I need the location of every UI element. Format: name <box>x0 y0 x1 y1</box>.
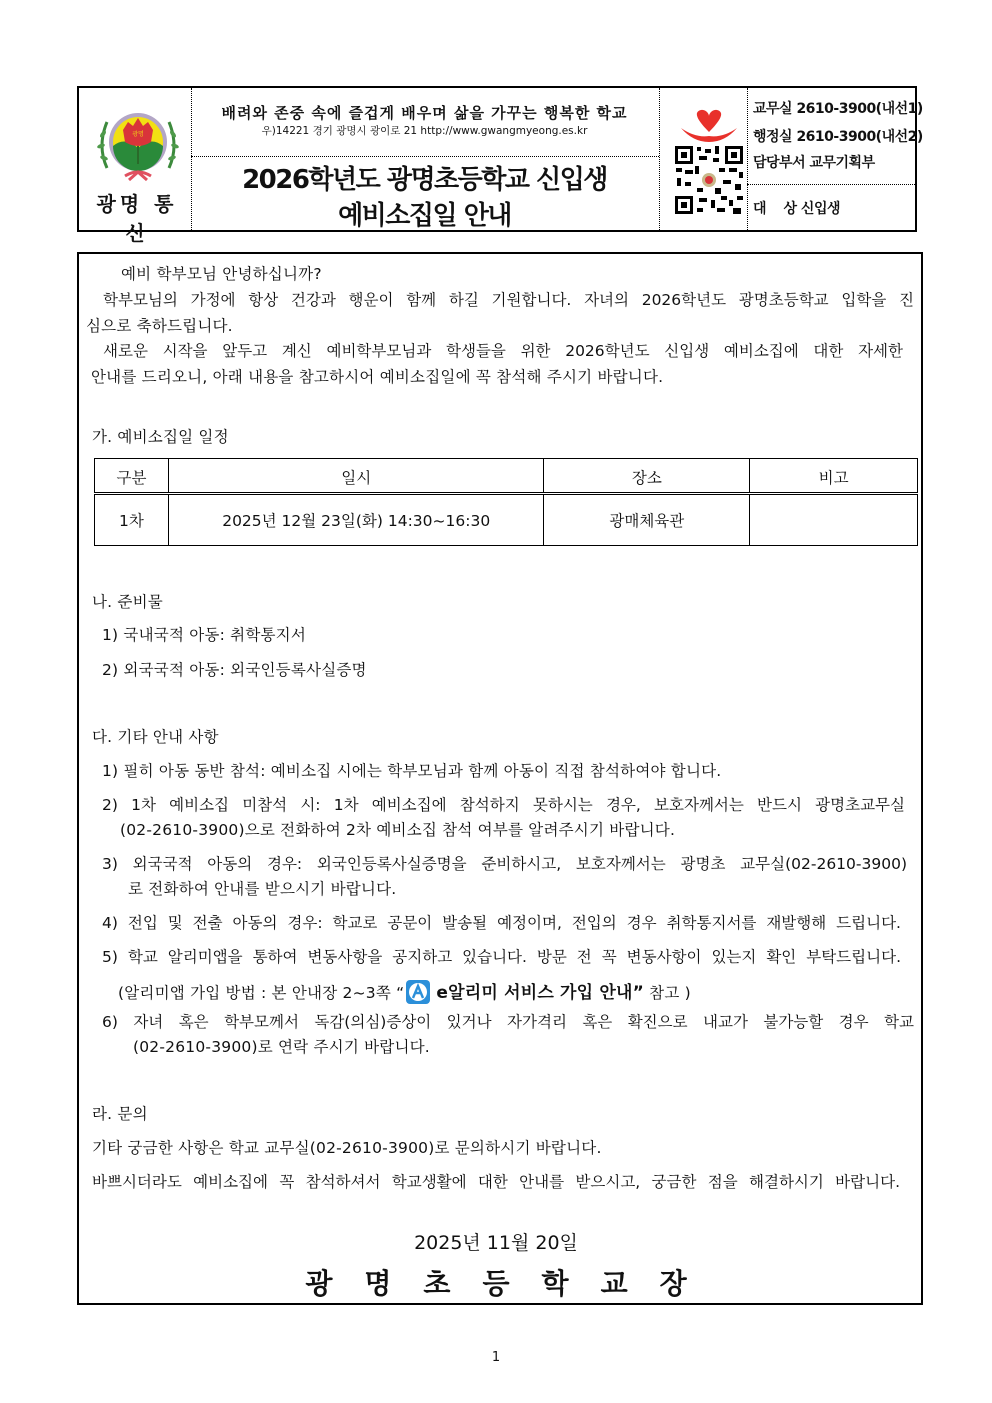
target-audience: 대 상 신입생 <box>753 201 840 217</box>
section-heading-supplies: 나. 준비물 <box>92 593 163 611</box>
table-row <box>95 494 918 546</box>
section-heading-schedule: 가. 예비소집일 일정 <box>92 428 229 446</box>
greeting: 예비 학부모님 안녕하십니까? <box>121 265 322 283</box>
table-cell: 광매체육관 <box>544 494 750 546</box>
office-phone: 교무실 2610-3900(내선1) <box>753 101 923 117</box>
list-item: 1) 국내국적 아동: 취학통지서 <box>102 626 307 644</box>
column-header: 일시 <box>168 459 544 494</box>
list-item-cont: 로 전화하여 안내를 받으시기 바랍니다. <box>128 880 397 898</box>
list-item: 4) 전입 및 전출 아동의 경우: 학교로 공문이 발송될 예정이며, 전입의 경우 취학통지서를 재발행해 드립니다. <box>102 914 901 932</box>
issue-date: 2025년 11월 20일 <box>414 1232 578 1254</box>
newsletter-name: 광명 통신 <box>96 192 178 245</box>
list-item-cont: (02-2610-3900)으로 전화하여 2차 예비소집 참석 여부를 알려주시기 바랍니다. <box>120 821 676 839</box>
section-heading-inquiry: 라. 문의 <box>92 1105 148 1123</box>
department: 담당부서 교무기획부 <box>753 155 875 171</box>
inquiry-line: 바쁘시더라도 예비소집에 꼭 참석하셔서 학교생활에 대한 안내를 받으시고, 궁금한 점을 해결하시기 바랍니다. <box>92 1173 900 1191</box>
list-item: 2) 외국국적 아동: 외국인등록사실증명 <box>102 661 367 679</box>
note-prefix: (알리미앱 가입 방법 : 본 안내장 2~3쪽 “ <box>118 984 405 1002</box>
list-item: 2) 1차 예비소집 미참석 시: 1차 예비소집에 참석하지 못하시는 경우, 보호자께서는 반드시 광명초교무실 <box>102 796 905 814</box>
list-item: 6) 자녀 혹은 학부모께서 독감(의심)증상이 있거나 자가격리 혹은 확진으로 내교가 불가능할 경우 학교 <box>102 1013 914 1031</box>
e-alimi-app-icon <box>406 980 430 1004</box>
title-line-1: 2026학년도 광명초등학교 신입생 <box>242 165 607 195</box>
intro-paragraph-2-cont: 안내를 드리오니, 아래 내용을 참고하시어 예비소집일에 꼭 참석해 주시기 바랍니다. <box>91 368 664 386</box>
school-emblem-icon <box>93 106 183 186</box>
section-heading-other: 다. 기타 안내 사항 <box>92 728 219 746</box>
list-item: 3) 외국국적 아동의 경우: 외국인등록사실증명을 준비하시고, 보호자께서는 광명초 교무실(02-2610-3900) <box>102 855 907 873</box>
admin-phone: 행정실 2610-3900(내선2) <box>753 129 923 145</box>
svg-text:광명: 광명 <box>132 131 144 138</box>
list-item-cont: (02-2610-3900)로 연락 주시기 바랍니다. <box>133 1038 430 1056</box>
table-cell <box>750 494 918 546</box>
divider <box>191 88 192 230</box>
list-item: 5) 학교 알리미앱을 통하여 변동사항을 공지하고 있습니다. 방문 전 꼭 변동사항이 있는지 확인 부탁드립니다. <box>102 948 901 966</box>
list-item: 1) 필히 아동 동반 참석: 예비소집 시에는 학부모님과 함께 아동이 직접 참석하여야 합니다. <box>102 762 722 780</box>
signature: 광명초등학교장 <box>305 1267 719 1300</box>
column-header: 장소 <box>544 459 750 494</box>
column-header: 구분 <box>95 459 169 494</box>
newsletter-header <box>77 86 923 245</box>
divider <box>191 156 659 157</box>
inquiry-line: 기타 궁금한 사항은 학교 교무실(02-2610-3900)로 문의하시기 바랍니다. <box>92 1139 602 1157</box>
note-suffix: 참고 ) <box>644 984 691 1002</box>
qr-block <box>667 102 751 220</box>
qr-code-icon <box>673 144 745 216</box>
intro-paragraph-1-cont: 심으로 축하드립니다. <box>86 317 233 335</box>
divider <box>659 88 660 230</box>
table-cell: 1차 <box>95 494 169 546</box>
school-motto: 배려와 존중 속에 즐겁게 배우며 삶을 가꾸는 행복한 학교 <box>221 104 628 122</box>
divider <box>747 184 917 185</box>
page-number: 1 <box>491 1350 501 1365</box>
table-header-row <box>95 459 918 494</box>
page-title <box>197 162 652 234</box>
intro-paragraph-1: 학부모님의 가정에 항상 건강과 행운이 함께 하길 기원합니다. 자녀의 2026학년도 광명초등학교 입학을 진 <box>103 291 914 309</box>
column-header: 비고 <box>750 459 918 494</box>
title-line-2: 예비소집일 안내 <box>338 201 511 231</box>
schedule-table <box>94 458 918 546</box>
school-address: 우)14221 경기 광명시 광이로 21 http://www.gwangmyeong.es.kr <box>261 125 588 137</box>
table-cell: 2025년 12월 23일(화) 14:30~16:30 <box>168 494 544 546</box>
intro-paragraph-2: 새로운 시작을 앞두고 계신 예비학부모님과 학생들을 위한 2026학년도 신입생 예비소집에 대한 자세한 <box>103 342 903 360</box>
e-alimi-guide-link[interactable]: e알리미 서비스 가입 안내” <box>436 983 645 1003</box>
alimi-note <box>118 978 691 1006</box>
